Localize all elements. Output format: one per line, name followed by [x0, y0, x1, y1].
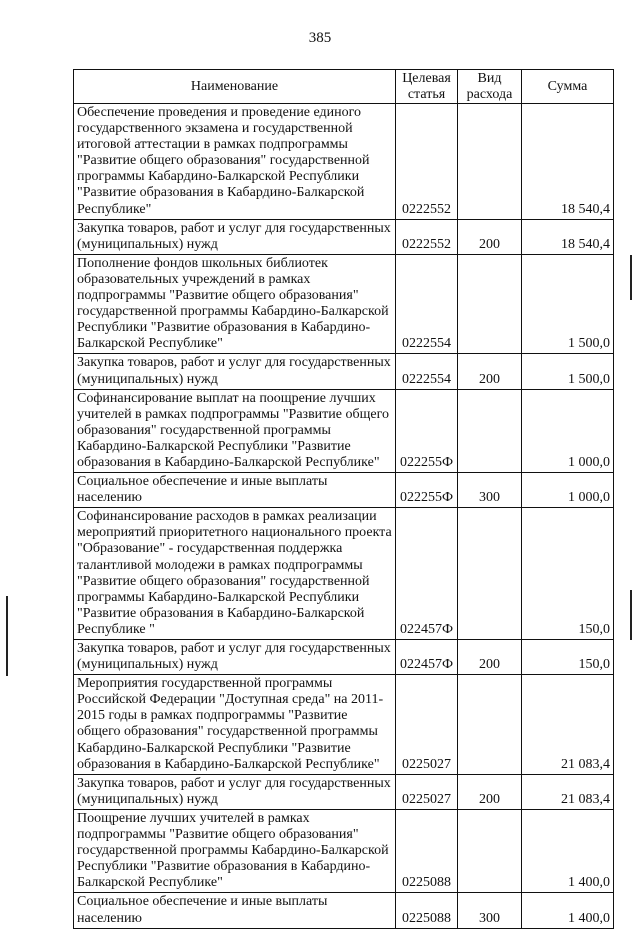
table-row: [74, 508, 614, 640]
row-code: 0225088: [396, 893, 458, 928]
table-row: [74, 219, 614, 254]
row-type: 200: [458, 219, 522, 254]
row-name: Обеспечение проведения и проведение единого государственного экзамена и государственной итоговой аттестации в рамках подпрограммы "Развитие общего образования" государственной программы Кабардино-Балкарской Республики "Развитие образования в Кабардино-Балкарской Республике": [74, 104, 396, 220]
row-code: 0225027: [396, 675, 458, 775]
row-sum: 21 083,4: [522, 675, 614, 775]
row-name: Софинансирование расходов в рамках реализации мероприятий приоритетного национального проекта "Образование" - государственная поддержка талантливой молодежи в рамках подпрограммы "Развитие общего образования" государственной программы Кабардино-Балкарской Республики "Развитие образования в Кабардино-Балкарской Республике ": [74, 508, 396, 640]
row-sum: 1 000,0: [522, 473, 614, 508]
row-sum: 18 540,4: [522, 219, 614, 254]
header-sum: Сумма: [522, 70, 614, 104]
row-code: 022457Ф: [396, 508, 458, 640]
row-name: Закупка товаров, работ и услуг для государственных (муниципальных) нужд: [74, 354, 396, 389]
row-name: Закупка товаров, работ и услуг для государственных (муниципальных) нужд: [74, 774, 396, 809]
row-type: [458, 809, 522, 892]
row-type: [458, 508, 522, 640]
row-code: 022457Ф: [396, 640, 458, 675]
row-type: [458, 104, 522, 220]
table-row: [74, 809, 614, 892]
table-row: [74, 389, 614, 472]
row-sum: 21 083,4: [522, 774, 614, 809]
page-number: 385: [308, 30, 332, 46]
row-type: [458, 389, 522, 472]
row-type: [458, 254, 522, 354]
table-row: [74, 473, 614, 508]
table-row: [74, 675, 614, 775]
row-type: 300: [458, 473, 522, 508]
row-type: 200: [458, 640, 522, 675]
row-name: Поощрение лучших учителей в рамках подпрограммы "Развитие общего образования" государственной программы Кабардино-Балкарской Республики "Развитие образования в Кабардино-Балкарской Республике": [74, 809, 396, 892]
row-code: 0225088: [396, 809, 458, 892]
row-type: 200: [458, 774, 522, 809]
row-code: 0222554: [396, 354, 458, 389]
row-name: Социальное обеспечение и иные выплаты населению: [74, 473, 396, 508]
table-row: [74, 893, 614, 928]
row-code: 0222554: [396, 254, 458, 354]
row-name: Социальное обеспечение и иные выплаты населению: [74, 893, 396, 928]
row-sum: 1 400,0: [522, 809, 614, 892]
row-name: Пополнение фондов школьных библиотек образовательных учреждений в рамках подпрограммы "Развитие общего образования" государственной программы Кабардино-Балкарской Республики "Развитие образования в Кабардино-Балкарской Республике": [74, 254, 396, 354]
row-name: Мероприятия государственной программы Российской Федерации "Доступная среда" на 2011-2015 годы в рамках подпрограммы "Развитие общего образования" государственной программы Кабардино-Балкарской Республики "Развитие образования в Кабардино-Балкарской Республике": [74, 675, 396, 775]
row-code: 022255Ф: [396, 389, 458, 472]
row-sum: 18 540,4: [522, 104, 614, 220]
row-type: [458, 675, 522, 775]
scan-mark-right-bottom: [630, 590, 632, 640]
header-name: Наименование: [74, 70, 396, 104]
header-type: Вид расхода: [458, 70, 522, 104]
table-row: [74, 640, 614, 675]
scan-mark-right-top: [630, 255, 632, 300]
table-row: [74, 774, 614, 809]
row-type: 300: [458, 893, 522, 928]
row-sum: 1 500,0: [522, 254, 614, 354]
row-sum: 1 000,0: [522, 389, 614, 472]
row-sum: 1 500,0: [522, 354, 614, 389]
scan-mark-left: [6, 596, 8, 676]
row-code: 0222552: [396, 104, 458, 220]
table-row: [74, 254, 614, 354]
row-sum: 150,0: [522, 640, 614, 675]
row-code: 022255Ф: [396, 473, 458, 508]
row-sum: 1 400,0: [522, 893, 614, 928]
row-name: Софинансирование выплат на поощрение лучших учителей в рамках подпрограммы "Развитие общего образования" государственной программы Кабардино-Балкарской Республики "Развитие образования в Кабардино-Балкарской Республике": [74, 389, 396, 472]
row-sum: 150,0: [522, 508, 614, 640]
table-header-row: [74, 70, 614, 104]
row-name: Закупка товаров, работ и услуг для государственных (муниципальных) нужд: [74, 640, 396, 675]
row-code: 0222552: [396, 219, 458, 254]
row-type: 200: [458, 354, 522, 389]
row-name: Закупка товаров, работ и услуг для государственных (муниципальных) нужд: [74, 219, 396, 254]
table-row: [74, 104, 614, 220]
header-code: Целевая статья: [396, 70, 458, 104]
budget-table: [73, 69, 614, 929]
table-row: [74, 354, 614, 389]
row-code: 0225027: [396, 774, 458, 809]
